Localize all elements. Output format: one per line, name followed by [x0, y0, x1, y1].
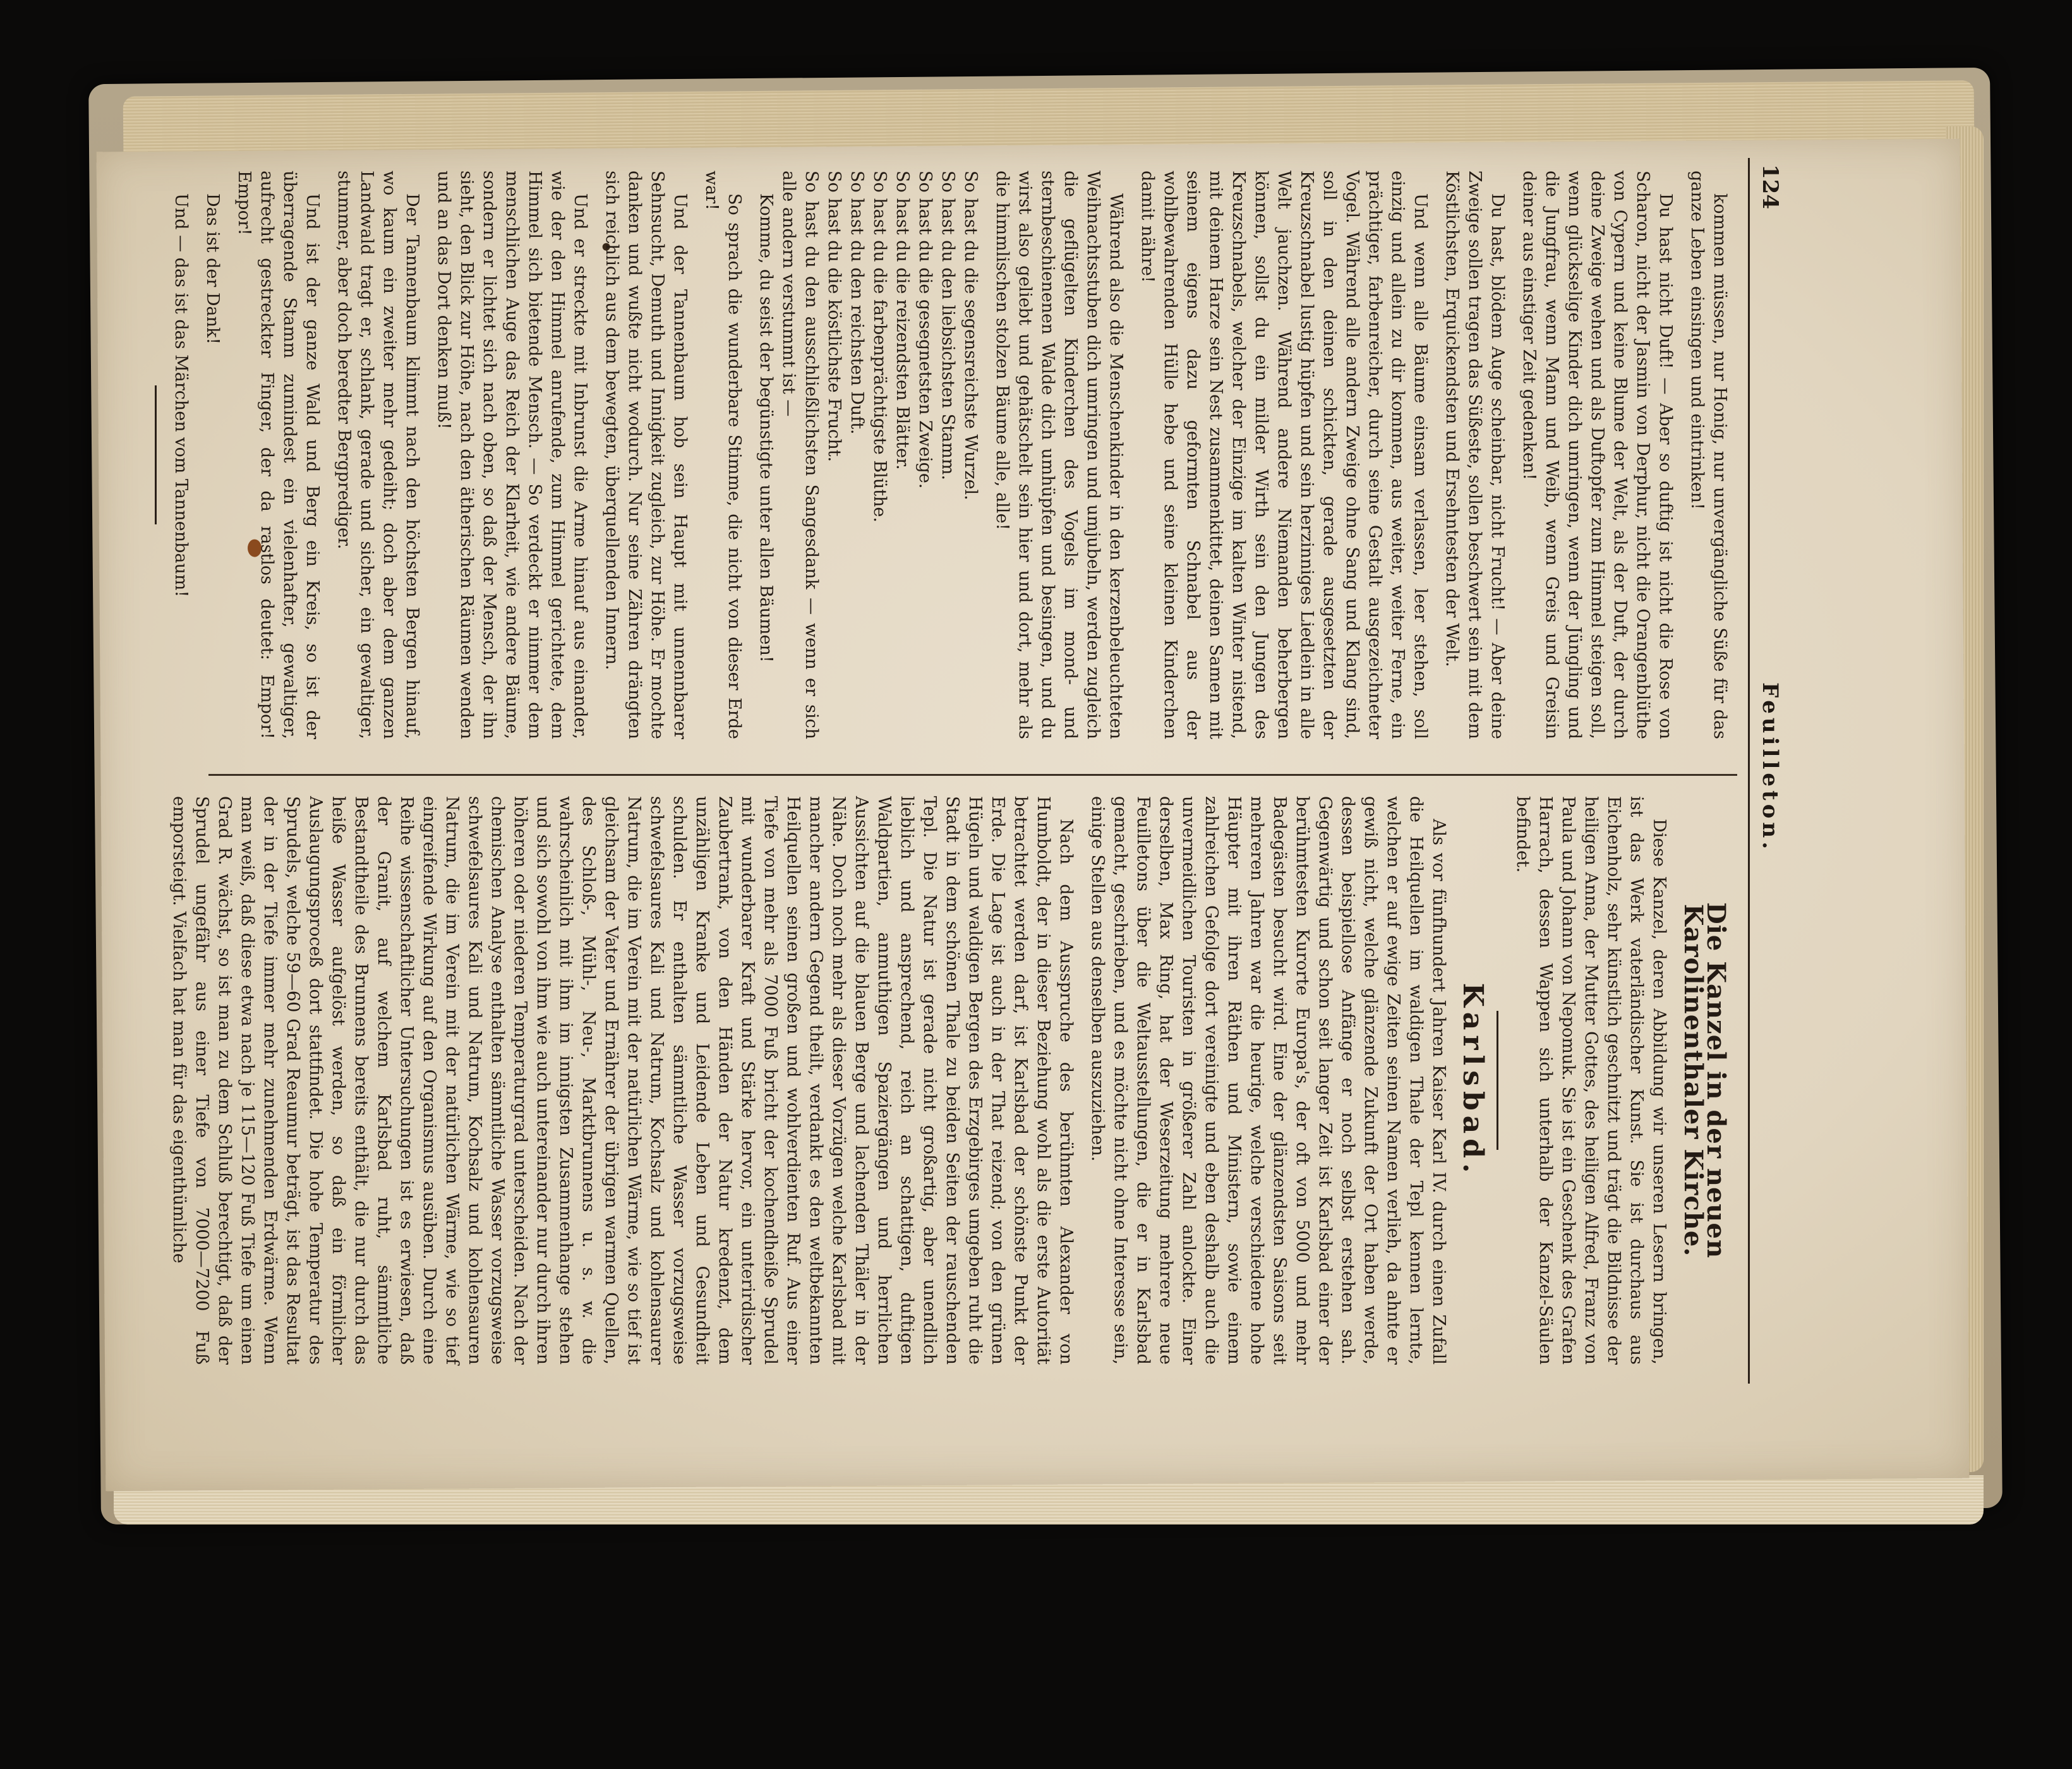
rotated-page-content — [169, 158, 1788, 1769]
litany-line: So hast du die farbenprächtigste Blüthe. — [870, 171, 889, 522]
paragraph: Und er streckte mit Inbrunst die Arme hinauf aus einander, wie der den Himmel anrufende, zum Himmel gerichtete, dem Himmel sich bietende Mensch. — So verdeckt er nimmer dem menschlichen Auge das Reich der Klarheit, wie andere Bäume, sondern er lichtet sich nach oben, so daß der Mensch, der ihn sieht, den Blick zur Höhe, nach den ätherischen Räumen wenden und an das Dort denken muß! — [434, 171, 590, 739]
litany-line: So hast du die köstlichste Frucht. — [824, 171, 844, 462]
page-header — [1748, 158, 1788, 1384]
paragraph: Und wenn alle Bäume einsam verlassen, leer stehen, soll einzig und allein zu dir kommen, aus weiter, weiter Ferne, ein prächtiger, farbenreicher, durch seine Gestalt ausgezeichneter Vogel. Während alle andern Zweige ohne Sang und Klang sind, soll in den deinen schickten, gerade ausgesetzten der Kreuzschnabel lustig hüpfen und sein herzinniges Liedlein in alle Welt jauchzen. Während andere Niemanden beherbergen können, sollst du ein milder Wirth sein den Jungen des Kreuzschnabels, welcher der Einzige im kalten Winter nistend, mit deinem Harze sein Nest zusammenkittet, deinen Samen mit seinem eigens dazu geformten Schnabel aus der wohlbewahrenden Hülle hebe und seine kleinen Kinderchen damit nähre! — [1138, 171, 1430, 739]
paragraph: Diese Kanzel, deren Abbildung wir unseren Lesern bringen, ist das Werk vaterländischer Kunst. Sie ist durchaus aus Eichenholz, sehr künstlich geschnitzt und trägt die Bildnisse der heiligen Anna, der Mutter Gottes, des heiligen Alfred, Franz von Paula und Johann von Nepomuk. Sie ist ein Geschenk des Grafen Harrach, dessen Wappen sich unterhalb der Kanzel-Säulen befindet. — [1513, 796, 1669, 1365]
paragraph: Der Tannenbaum klimmt nach den höchsten Bergen hinauf, wo kaum ein zweiter mehr gedeiht; doch aber dem ganzen Landwald tragt er, schlank, gerade und sicher, ein gewaltiger, stummer, aber doch beredter Bergprediger. — [334, 171, 422, 739]
litany — [777, 171, 982, 739]
litany-line: So hast du die reizendsten Blätter. — [893, 171, 912, 470]
article-title: Die Kanzel in der neuen Karolinenthaler Kirche. — [1678, 902, 1731, 1259]
paragraph: Das ist der Dank! — [203, 193, 222, 345]
litany-line: So hast du den reichsten Duft. — [847, 171, 867, 435]
article-subtitle: Karlsbad. — [1457, 982, 1489, 1178]
paragraph: Du hast nicht Duft! — Aber so duftig ist nicht die Rose von Scharon, nicht der Jasmin von Derphur, nicht die Orangenblüthe von Cypern und keine Blume der Welt, als der Duft, der durch deine Zweige wehen und als Duftopfer zum Himmel steigen soll, wenn glückselige Kinder dich umringen, wenn der Jüngling und die Jungfrau, wenn Mann und Weib, wenn Greis und Greisin deiner aus einstiger Zeit gedenken! — [1519, 171, 1675, 739]
paragraph: kommen müssen, nur Honig, nur unvergängliche Süße für das ganze Leben einsingen und eintrinken! — [1687, 171, 1730, 739]
page-number: 124 — [1757, 164, 1783, 209]
litany-line: So hast du die segensreichste Wurzel. — [961, 171, 980, 500]
paragraph: Und — das ist das Märchen vom Tannenbaum! — [171, 193, 191, 598]
paragraph: Während also die Menschenkinder in den kerzenbeleuchteten Weihnachtsstuben dich umringen und umjubeln, werden zugleich die geflügelten Kinderchen des Vogels im mond- und sternbeschienenen Walde dich umhüpfen und besingen, und du wirst also geliebt und gehätschelt sein hier und dort, mehr als die himmlischen stolzen Bäume alle, alle! — [992, 171, 1126, 739]
section-title: Feuilleton. — [1757, 682, 1783, 853]
end-rule — [155, 385, 157, 524]
section-rule — [1497, 1011, 1498, 1150]
paragraph: Als vor fünfhundert Jahren Kaiser Karl IV. durch einen Zufall die Heilquellen im waldigen Thale der Tepl kennen lernte, welchen er auf ewige Zeiten seinen Namen verlieh, da ahnte er gewiß nicht, welche glänzende Zukunft der Ort haben werde, dessen beispiellose Anfänge er noch selbst erstehen sah. Gegenwärtig und schon seit langer Zeit ist Karlsbad einer der berühmtesten Kurorte Europa's, der oft von 5000 und mehr Badegästen besucht wird. Eine der glänzendsten Saisons seit mehreren Jahren war die heurige, welche verschiedene hohe Häupter mit ihren Räthen und Ministern, sowie einem zahlreichen Gefolge dort vereinigte und eben deshalb auch die unvermeidlichen Touristen in größerer Zahl anlockte. Einer derselben, Max Ring, hat der Weserzeitung mehrere neue Feuilletons über die Weltausstellungen, die er in Karlsbad gemacht, geschrieben, und es möchte nicht ohne Interesse sein, einige Stellen aus denselben auszuziehen. — [1088, 796, 1449, 1365]
paragraph: Du hast, blödem Auge scheinbar, nicht Frucht! — Aber deine Zweige sollen tragen das Süßeste, sollen beschwert sein mit dem Köstlichsten, Erquickendsten und Ersehntesten der Welt. — [1442, 171, 1507, 739]
litany-line: So hast du den ausschließlichsten Sangesdank — wenn er sich alle andern verstummt ist — — [779, 171, 821, 739]
litany-line: So hast du die gesegnetsten Zweige. — [915, 171, 935, 489]
paragraph: So sprach die wunderbare Stimme, die nicht von dieser Erde war! — [702, 171, 744, 739]
paragraph: Komme, du seist der begünstigte unter allen Bäumen! — [756, 193, 776, 663]
paragraph: Und ist der ganze Wald und Berg ein Kreis, so ist der überragende Stamm zumindest ein vielenhafter, gewaltiger, aufrecht gestreckter Finger, der da rastlos deutet: Empor! Empor! — [234, 171, 322, 739]
left-column — [142, 171, 1731, 739]
column-divider — [208, 774, 1737, 776]
litany-line: So hast du den liebsichsten Stamm. — [938, 171, 958, 481]
paragraph: Und der Tannenbaum hob sein Haupt mit unnennbarer Sehnsucht, Demuth und Innigkeit zugleich, zur Höhe. Er mochte danken und wußte nicht wodurch. Nur seine Zähren drängten sich reichlich aus dem bewegten, überquellenden Innern. — [602, 171, 690, 739]
right-column — [159, 796, 1731, 1365]
paragraph: Nach dem Ausspruche des berühmten Alexander von Humboldt, der in dieser Beziehung wohl als die erste Autorität betrachtet werden darf, ist Karlsbad der schönste Punkt der Erde. Die Lage ist auch in der That reizend; von den grünen Hügeln und waldigen Bergen des Erzgebirges umgeben ruht die Stadt in dem schönen Thale zu beiden Seiten der rauschenden Tepl. Die Natur ist gerade nicht großartig, aber unendlich lieblich und ansprechend, reich an schattigen, duftigen Waldpartien, anmuthigen Spaziergängen und herrlichen Aussichten auf die blauen Berge und lachenden Thäler in der Nähe. Doch noch mehr als dieser Vorzügen welche Karlsbad mit mancher andern Gegend theilt, verdankt es den weltbekannten Heilquellen seinen großen und wohlverdienten Ruf. Aus einer Tiefe von mehr als 7000 Fuß bricht der kochendheiße Sprudel mit wunderbarer Kraft und Stärke hervor, ein unterirdischer Zaubertrank, von den Händen der Natur kredenzt, dem unzähligen Kranke und Leidende Leben und Gesundheit schulden. Er enthalten sämmtliche Wasser vorzugsweise schwefelsaures Kali und Natrum, Kochsalz und kohlensaurer Natrum, die im Verein mit der natürlichen Wärme, wie so tief ist gleichsam der Vater und Ernährer der übrigen warmen Quellen, des Schloß-, Mühl-, Neu-, Marktbrunnens u. s. w. die wahrscheinlich mit ihm im innigsten Zusammenhange stehen und sich sowohl von ihm wie auch untereinander nur durch ihren höheren oder niederen Temperaturgrad unterscheiden. Nach der chemischen Analyse enthalten sämmtliche Wasser vorzugsweise schwefelsaures Kali und Natrum, Kochsalz und kohlensauren Natrum, die im Verein mit der natürlichen Wärme, wie so tief eingreifende Wirkung auf den Organismus ausüben. Durch eine Reihe wissenschaftlicher Untersuchungen ist es erwiesen, daß der Granit, auf welchem Karlsbad ruht, sämmtliche Bestandtheile des Brunnens bereits enthält, die nur durch das heiße Wasser aufgelöst werden, so daß ein förmlicher Auslaugungsproceß dort stattfindet. Die hohe Temperatur des Sprudels, welche 59—60 Grad Reaumur beträgt, ist das Resultat der in der Tiefe immer mehr zunehmenden Erdwärme. Wenn man weiß, daß diese etwa nach je 115—120 Fuß Tiefe um einen Grad R. wächst, so ist man zu dem Schluß berechtigt, daß der Sprudel ungefähr aus einer Tiefe von 7000—7200 Fuß emporsteigt. Vielfach hat man für das eigenthümliche — [169, 796, 1076, 1365]
